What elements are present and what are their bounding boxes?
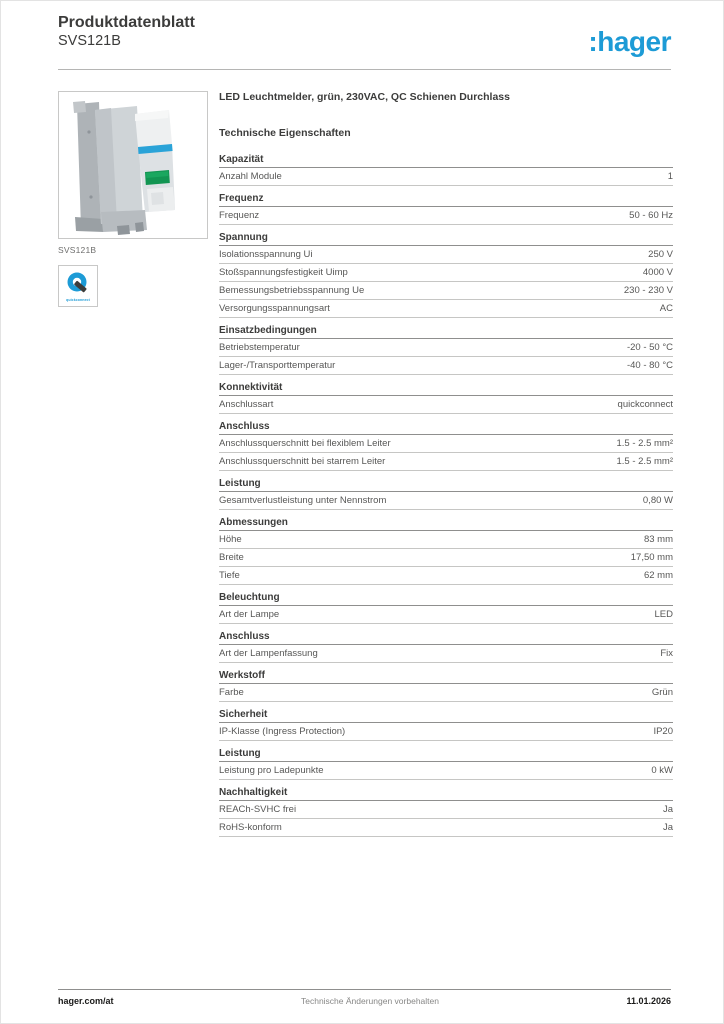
spec-section-title: Spannung [219, 232, 673, 246]
spec-label: Höhe [219, 534, 242, 545]
footer-website: hager.com/at [58, 996, 114, 1006]
spec-label: Lager-/Transporttemperatur [219, 360, 336, 371]
spec-section [219, 592, 673, 624]
spec-row [219, 801, 673, 819]
spec-row [219, 606, 673, 624]
spec-section-title: Sicherheit [219, 709, 673, 723]
spec-value: 1.5 - 2.5 mm² [616, 438, 673, 449]
spec-row [219, 723, 673, 741]
spec-label: Isolationsspannung Ui [219, 249, 313, 260]
quickconnect-logo [58, 265, 98, 307]
document-footer [58, 996, 671, 1006]
spec-label: Gesamtverlustleistung unter Nennstrom [219, 495, 387, 506]
spec-row [219, 453, 673, 471]
spec-value: AC [659, 303, 673, 314]
spec-row [219, 645, 673, 663]
spec-section [219, 382, 673, 414]
spec-section-title: Beleuchtung [219, 592, 673, 606]
product-title: LED Leuchtmelder, grün, 230VAC, QC Schienen Durchlass [219, 91, 510, 103]
spec-section [219, 325, 673, 375]
footer-disclaimer: Technische Änderungen vorbehalten [300, 996, 439, 1006]
spec-section [219, 421, 673, 471]
spec-label: Farbe [219, 687, 244, 698]
spec-row [219, 819, 673, 837]
product-image-caption: SVS121B [58, 245, 97, 255]
spec-label: REACh-SVHC frei [219, 804, 297, 815]
spec-label: Betriebstemperatur [219, 342, 300, 353]
spec-value: 230 - 230 V [623, 285, 673, 296]
spec-section [219, 517, 673, 585]
spec-table-column [219, 91, 673, 844]
spec-value: -20 - 50 °C [626, 342, 673, 353]
technical-properties-heading: Technische Eigenschaften [219, 127, 351, 139]
spec-section [219, 709, 673, 741]
product-photo-illustration [59, 92, 207, 238]
spec-value: Ja [662, 822, 673, 833]
spec-row [219, 531, 673, 549]
spec-row [219, 339, 673, 357]
spec-value: LED [654, 609, 673, 620]
spec-label: Anschlussquerschnitt bei starrem Leiter [219, 456, 386, 467]
spec-sections [219, 154, 673, 837]
spec-section-title: Werkstoff [219, 670, 673, 684]
spec-label: Frequenz [219, 210, 260, 221]
spec-section [219, 232, 673, 318]
spec-label: Anschlussart [219, 399, 274, 410]
spec-value: -40 - 80 °C [626, 360, 673, 371]
spec-value: 62 mm [643, 570, 673, 581]
spec-section [219, 193, 673, 225]
spec-section-title: Kapazität [219, 154, 673, 168]
spec-label: RoHS-konform [219, 822, 282, 833]
spec-label: Bemessungsbetriebsspannung Ue [219, 285, 365, 296]
spec-section-title: Konnektivität [219, 382, 673, 396]
spec-section [219, 478, 673, 510]
spec-value: quickconnect [617, 399, 673, 410]
spec-label: Tiefe [219, 570, 240, 581]
spec-value: 83 mm [643, 534, 673, 545]
spec-row [219, 684, 673, 702]
spec-value: Ja [662, 804, 673, 815]
spec-label: Leistung pro Ladepunkte [219, 765, 324, 776]
spec-section-title: Frequenz [219, 193, 673, 207]
spec-value: 250 V [648, 249, 673, 260]
spec-row [219, 168, 673, 186]
spec-label: Stoßspannungsfestigkeit Uimp [219, 267, 348, 278]
spec-row [219, 492, 673, 510]
spec-label: Breite [219, 552, 244, 563]
spec-section-title: Anschluss [219, 631, 673, 645]
header-divider [58, 69, 671, 70]
spec-row [219, 282, 673, 300]
spec-value: 0,80 W [642, 495, 673, 506]
spec-section-title: Leistung [219, 748, 673, 762]
spec-value: 4000 V [642, 267, 673, 278]
product-reference: SVS121B [58, 33, 121, 49]
spec-row [219, 549, 673, 567]
spec-label: Art der Lampenfassung [219, 648, 318, 659]
spec-label: Anschlussquerschnitt bei flexiblem Leiter [219, 438, 391, 449]
spec-row [219, 264, 673, 282]
spec-section [219, 154, 673, 186]
spec-row [219, 435, 673, 453]
spec-label: Versorgungsspannungsart [219, 303, 330, 314]
spec-label: Art der Lampe [219, 609, 280, 620]
spec-row [219, 207, 673, 225]
spec-section-title: Abmessungen [219, 517, 673, 531]
product-image [58, 91, 208, 239]
spec-value: 1.5 - 2.5 mm² [616, 456, 673, 467]
footer-date: 11.01.2026 [626, 996, 671, 1006]
spec-value: 50 - 60 Hz [629, 210, 673, 221]
spec-row [219, 357, 673, 375]
spec-section [219, 748, 673, 780]
spec-label: IP-Klasse (Ingress Protection) [219, 726, 346, 737]
spec-row [219, 246, 673, 264]
document-header [58, 13, 671, 57]
spec-section-title: Nachhaltigkeit [219, 787, 673, 801]
spec-section [219, 787, 673, 837]
footer-divider [58, 989, 671, 990]
left-column [58, 91, 208, 307]
spec-value: 17,50 mm [630, 552, 673, 563]
spec-section-title: Anschluss [219, 421, 673, 435]
hager-logo: :hager [588, 26, 671, 57]
spec-section [219, 670, 673, 702]
spec-row [219, 300, 673, 318]
spec-section-title: Leistung [219, 478, 673, 492]
spec-label: Anzahl Module [219, 171, 282, 182]
spec-value: 0 kW [651, 765, 673, 776]
spec-row [219, 567, 673, 585]
spec-section [219, 631, 673, 663]
quickconnect-logo-label: quickconnect [66, 297, 90, 302]
spec-value: Fix [660, 648, 673, 659]
spec-value: 1 [667, 171, 673, 182]
quickconnect-q-icon [65, 271, 91, 297]
spec-row [219, 762, 673, 780]
spec-value: IP20 [653, 726, 673, 737]
spec-row [219, 396, 673, 414]
spec-section-title: Einsatzbedingungen [219, 325, 673, 339]
document-type-title: Produktdatenblatt [58, 14, 195, 31]
spec-value: Grün [651, 687, 673, 698]
